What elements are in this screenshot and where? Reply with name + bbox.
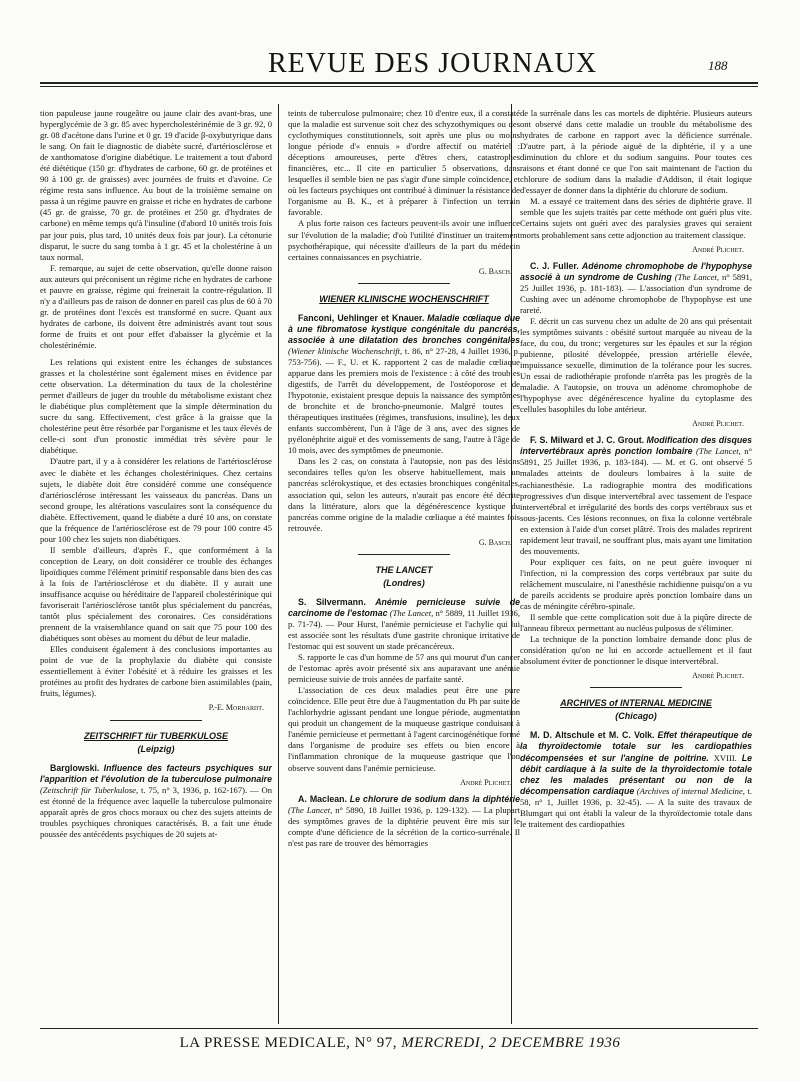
paragraph: de la surrénale dans les cas mortels de diphtérie. Plusieurs auteurs ont observé dans cette maladie un trouble du métabolisme des hydrates de carbone en rapport avec la déficience surrénale. D'autre part, à la période aiguë de la diphtérie, il y a une diminution du chlore et du sodium sanguins. Pour toutes ces raisons et étant donné ce que l'on sait maintenant de l'action du chlorure de sodium dans la maladie d'Addison, il était logique d'essayer de donner dans la diphtérie du chlorure de sodium. (520, 108, 752, 196)
separator (358, 554, 450, 555)
paragraph: teints de tuberculose pulmonaire; chez 10 d'entre eux, il a constaté que la maladie est survenue soit chez des schyzothymiques ou des cyclothymiques constitutionnels, soit après une plus ou moins longue période d'« ennuis » d'ordre affectif ou matériel : déceptions amoureuses, perte d'êtres chers, catastrophes financières, etc... Il cite en particulier 5 observations, dans lesquelles il semble bien ne pas s'agir d'une simple coïncidence, et où les facteurs psychiques ont contribué à diminuer la résistance de l'organisme au B. K., et à préparer à l'infection un terrain favorable. (288, 108, 520, 218)
paragraph: Elles conduisent également à des conclusions importantes au point de vue de la prophylaxie du diabète qui consiste essentiellement à éviter l'obésité et à réduire les graisses et les protéines au profit des hydrates de carbone bien assimilables (pain, fruits, légumes). (40, 644, 272, 699)
author-signature: André Plichet. (692, 671, 744, 681)
column-2 (288, 108, 520, 1028)
article-entry (40, 763, 272, 840)
article-title: Influence des facteurs psychiques sur l'apparition et l'évolution de la tuberculose pulmonaire (40, 762, 272, 784)
author-signature: André Plichet. (692, 244, 744, 254)
article-reference: (The Lancet, (389, 607, 434, 618)
page-number: 188 (708, 58, 728, 73)
journal-city: (Chicago) (615, 711, 657, 722)
column-3 (520, 108, 752, 1028)
article-body: n° 5891, 25 Juillet 1936, p. 181-183). — L'association d'un syndrome de Cushing avec un adénome chromophobe de l'hypophyse est une rareté. (520, 271, 752, 315)
article-author: A. Maclean. (298, 793, 347, 804)
paragraph: La technique de la ponction lombaire demande donc plus de considération qu'on ne lui en accorde actuellement et il faut absolument éviter de ponctionner le disque intervertébral. (520, 634, 752, 667)
paragraph: Pour expliquer ces faits, on ne peut guère invoquer ni l'infection, ni la compression des corps vertébraux par suite du relâchement musculaire, ni l'anesthésie rachidienne puisqu'on a vu de pareils accidents se produire après ponction lombaire dans un cas de méningite cérébro-spinale. (520, 556, 752, 612)
author-signature: André Plichet. (460, 777, 512, 787)
article-reference: (The Lancet, (288, 804, 333, 815)
separator (110, 720, 202, 721)
article-volume-roman: XVIII. (713, 752, 737, 763)
article-reference: (Wiener klinische Wochenschrift, (288, 345, 403, 356)
page-footer (0, 1035, 800, 1052)
article-body: t. 75, n° 3, 1936, p. 162-167). — On est étonné de la fréquence avec laquelle la tuberculose pulmonaire apparaît après de gros chocs moraux ou chez des sujets atteints de troubles psychiques chroniques caractérisés. B. a fait une étude poussée des antécédents psychiques de 20 sujets at- (40, 784, 272, 839)
footer-journal: LA PRESSE MEDICALE, N° 97, (179, 1035, 397, 1051)
paragraph: F. remarque, au sujet de cette observation, qu'elle donne raison aux auteurs qui préconisent un régime riche en hydrates de carbone et pauvre en graisse, régime qui freinerait la contre-régulation. Il n'y a d'ailleurs pas de raison de donner en pareil cas plus de 60 à 70 gr. de protéines dont l'excès est transformé en sucre. Quant aux hydrates de carbone, ils doivent être administrés avant tout sous forme de fruits et ont pour effet d'abaisser la glycémie et la cholestérinémie. (40, 262, 272, 350)
article-title: Anémie pernicieuse suivie de carcinome de l'estomac (288, 596, 520, 618)
article-reference: (Archives of internal Medicine, (636, 785, 745, 796)
footer-date: MERCREDI, 2 DECEMBRE 1936 (401, 1035, 621, 1051)
article-body: n° 5891, 25 Juillet 1936, p. 183-184). — M. et G. ont observé 5 malades atteints de douleurs lombaires à la suite de rachianesthésie. La radiographie montra des modifications progressives d'un disque intervertébral avec tassement de l'espace intervertébral et irrégularité des bords des corps vertébraux sus et sous-jacents. Ces lésions reconnues, on fixa la colonne vertébrale en extension à l'aide d'un corset plâtré. Trois des malades reprirent rapidement leur travail, ne souffrant plus, mais ayant une limitation des mouvements. (520, 446, 752, 556)
paragraph: F. décrit un cas survenu chez un adulte de 20 ans qui présentait les symptômes suivants : obésité surtout marquée au niveau de la face, du cou, du tronc; vergetures sur les épaules et sur la région pubienne, pilosité développée, pression artérielle élevée, impuissance sexuelle, diminution de la tolérance pour les sucres. Un essai de radiothérapie profonde n'arrêta pas les progrès de la maladie. A l'autopsie, on trouva un adénome chromophobe de l'hypophyse avec dégénérescence hyaline du cytoplasme des cellules basophiles du lobe antérieur. (520, 315, 752, 415)
article-title: Maladie cœliaque due à une fibromatose kystique congénitale du pancréas, associée à une dilatation des bronches congénitales (288, 312, 520, 345)
column-1 (40, 108, 272, 1028)
paragraph: Il semble d'ailleurs, d'après F., que conformément à la conception de Leary, on doit considérer ce trouble des échanges lipoïdiques comme l'élément primitif responsable dans bien des cas à la fois de l'artériosclérose et du diabète. Il y aurait une insuffisance acquise ou héréditaire de l'appareil cholestérinique qui favoriserait l'artériosclérose tantôt plus spécialement du pancréas, tantôt plus spécialement des coronaires. Ces considérations prennent de la vraisemblance quand on sait que 75 pour 100 des diabétiques sont obèses au moment du début de leur maladie. (40, 544, 272, 644)
article-entry (288, 794, 520, 849)
article-reference: (The Lancet, (696, 446, 741, 457)
paragraph: S. rapporte le cas d'un homme de 57 ans qui mourut d'un cancer de l'estomac après avoir présenté six ans auparavant une anémie pernicieuse suivie de trois années de parfaite santé. (288, 652, 520, 685)
separator (590, 687, 682, 688)
article-title: Le chlorure de sodium dans la diphtérie (349, 793, 520, 804)
article-entry (520, 435, 752, 557)
article-body: t. 86, n° 27-28, 4 Juillet 1936, p. 753-756). — F., U. et K. rapportent 2 cas de maladie cœliaque apparue dans les premiers mois de l'existence : à côté des troubles digestifs, de l'arrêt du développement, de l'ostéoporose et de l'hypotonie, existaient presque depuis la naissance des symptômes de bronchite et de broncho-pneumonie. Malgré toutes les thérapeutiques instituées (régimes, transfusions, insuline), les deux enfants succombèrent, l'un à l'âge de 3 ans, avec des signes de pyélonéphrite aiguë et des vomissements de sang, l'autre à l'âge de 10 mois, avec des symptômes de pneumonie. (288, 345, 520, 456)
article-author: S. Silvermann. (298, 596, 366, 607)
paragraph: M. a essayé ce traitement dans des séries de diphtérie grave. Il semble que les sujets traités par cette méthode ont guéri plus vite. Certains sujets ont guéri avec des paralysies graves qui seraient morts probablement sans cette adjonction au traitement classique. (520, 196, 752, 240)
separator (358, 283, 450, 284)
paragraph: Dans les 2 cas, on constata à l'autopsie, non pas des lésions secondaires telles qu'on les observe habituellement, mais un pancréas sclérokystique, et des ectasies bronchiques congénitales, association qui, selon les auteurs, n'aurait pas encore été décrite dans la littérature, alors que la dégénérescence kystique du pancréas comme origine de la maladie cœliaque a été maintes fois retrouvée. (288, 456, 520, 533)
journal-heading: ARCHIVES of INTERNAL MEDICINE (560, 698, 712, 709)
article-title: Adénome chromophobe de l'hypophyse associé à un syndrome de Cushing (520, 260, 752, 282)
article-author: Fanconi, Uehlinger et Knauer. (298, 312, 425, 323)
author-signature: André Plichet. (692, 419, 744, 429)
article-author: M. D. Altschule et M. C. Volk. (530, 730, 655, 741)
article-title: Effet thérapeutique de la thyroïdectomie totale sur les cardiopathies décompensées et sur l'angine de poitrine. (520, 730, 752, 763)
journal-city: (Leipzig) (137, 743, 175, 754)
article-author: C. J. Fuller. (530, 260, 579, 271)
paragraph: Il semble que cette complication soit due à la piqûre directe de l'anneau fibreux permettant au nucléus pulposus de s'éliminer. (520, 612, 752, 634)
article-author: F. S. Milward et J. C. Grout. (530, 435, 645, 446)
author-signature: G. Basch. (478, 266, 512, 276)
column-divider-1 (278, 104, 279, 1024)
footer-rule (40, 1028, 758, 1029)
article-entry (520, 730, 752, 829)
paragraph: D'autre part, il y a à considérer les relations de l'artériosclérose avec le diabète et les échanges cholestériniques. Chez certains sujets, le diabète doit être considéré comme une conséquence d'artériosclérose intéressant les vaisseaux du pancréas. Dans un second groupe, les altérations vasculaires sont la conséquence du diabète. Effectivement, quand le diabète a duré 10 ans, on constate que la fréquence de l'artériosclérose est de 79 pour 100 contre 45 pour 100 chez les sujets non diabétiques. (40, 456, 272, 544)
article-entry (288, 597, 520, 652)
article-subtitle: Le débit cardiaque à la suite de la thyroïdectomie totale chez les malades présentant ou non de la décompensation cardiaque (520, 752, 752, 796)
journal-heading: ZEITSCHRIFT für TUBERKULOSE (84, 730, 228, 741)
article-entry (520, 261, 752, 316)
article-title: Modification des disques intervertébraux après ponction lombaire (520, 435, 752, 457)
article-body: n° 5889, 11 Juillet 1936, p. 71-74). — Pour Hurst, l'anémie pernicieuse et l'achylie qui lui est associée sont les résultats d'une gastrite chronique irritative de l'estomac qui est souvent un stade précancéreux. (288, 607, 520, 652)
article-reference: (The Lancet, (674, 271, 719, 282)
header-rule-bottom (40, 86, 758, 87)
author-signature: G. Basch. (478, 537, 512, 547)
journal-heading: WIENER KLINISCHE WOCHENSCHRIFT (319, 293, 489, 304)
paragraph: L'association de ces deux maladies peut être une pure coïncidence. Elle peut être due à l'augmentation du Ph par suite de l'achlorhydrie agissant pendant une longue période, augmentation qui produit un changement de la muqueuse gastrique conduisant à l'anémie pernicieuse et permettant à l'agent carcinogénétique formé dans l'organisme de produire ses effets ou bien encore à l'inflammation chronique de la muqueuse gastrique que l'on observe souvent dans l'anémie pernicieuse. (288, 685, 520, 773)
author-signature: P.-E. Morhardt. (208, 703, 264, 713)
journal-section-title: REVUE DES JOURNAUX (268, 48, 598, 79)
paragraph: Les relations qui existent entre les échanges de substances grasses et la cholestérine sont également mises en évidence par cette observation. La détermination du taux de la cholestérine permet d'ailleurs de juger du trouble du métabolisme existant chez le diabétique plus complètement que la simple détermination du sucre du sang. Effectivement, c'est grâce à la graisse que la cholestérine peut être résorbée par l'organisme et les taux élevés de celle-ci sont d'un pronostic immédiat très sévère pour le diabétique. (40, 357, 272, 456)
paragraph: tion papuleuse jaune rougeâtre ou jaune clair des avant-bras, une hyperglycémie de 3 gr. 85 avec hypercholestérinémie de 3 gr. 92, 0 gr. 08 d'acétone dans l'urine et 0 gr. 19 d'acide β-oxybutyrique dans le sang. On fait le diagnostic de diabète sucré, d'artériosclérose et de xanthomatose d'origine diabétique. Le traitement a tout d'abord été diététique (150 gr. d'hydrates de carbone, 60 gr. de protéines et 90 à 100 gr. de graisses) avec journées de fruits et d'avoine. Ce régime resta sans influence. Au bout de la troisième semaine on passa à un régime pauvre en graisse et riche en hydrates de carbone (45 gr. de graisse, 70 gr. de protéines et 250 gr. d'hydrates de carbone) en même temps qu'à l'insuline (d'abord 10 unités trois fois par jour puis, plus tard, 10 unités deux fois par jour). La cétonurie disparut, le sucre du sang tomba à 1 gr. 45 et la cholestérine à un taux normal. (40, 108, 272, 262)
article-author: Barglowski. (50, 762, 100, 773)
article-body: t. 58, n° 1, Juillet 1936, p. 32-45). — A la suite des travaux de Blumgart qui ont établi la valeur de la thyroïdectomie totale dans le traitement des cardiopathies (520, 785, 752, 829)
article-body: n° 5890, 18 Juillet 1936, p. 129-132). — La plupart des symptômes graves de la diphtérie peuvent être mis sur le compte d'une déficience de la sécrétion de la cortico-surrénale. Il n'est pas rare de trouver des hémorragies (288, 804, 520, 848)
page-header (0, 0, 800, 92)
article-entry (288, 313, 520, 457)
paragraph: A plus forte raison ces facteurs peuvent-ils avoir une influence sur l'évolution de la maladie; d'où l'utilité d'instituer un traitement psychothérapique, qui nécessite d'ailleurs de la part du médecin certaines connaissances en psychiatrie. (288, 218, 520, 262)
article-reference: (Zeitschrift für Tuberkulose, (40, 784, 139, 795)
header-rule-top (40, 82, 758, 84)
journal-city: (Londres) (383, 577, 425, 588)
journal-heading: THE LANCET (375, 564, 433, 575)
